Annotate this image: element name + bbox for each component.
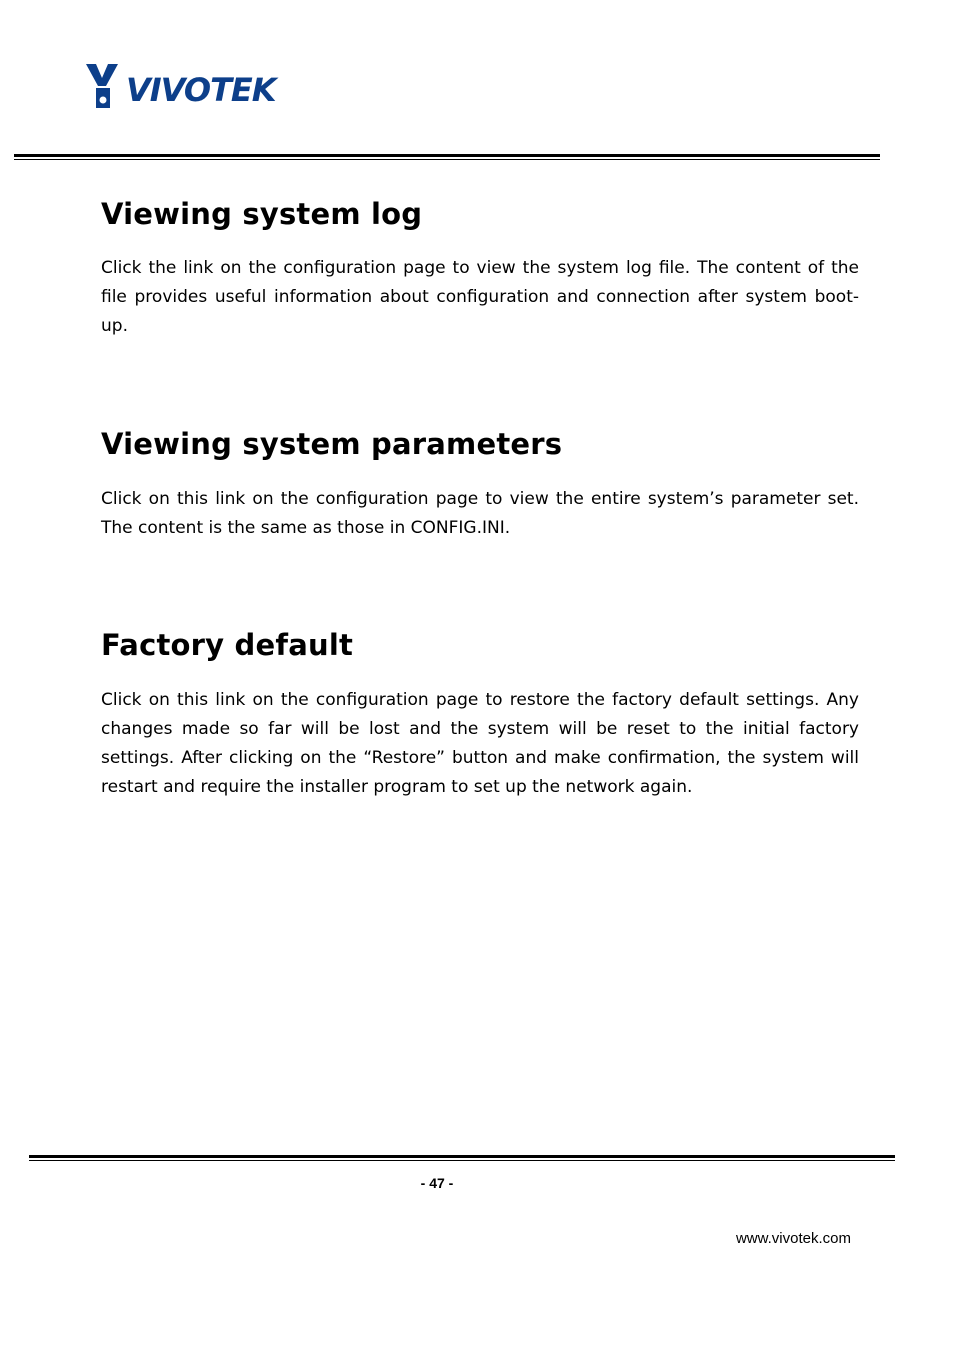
section-viewing-system-parameters <box>101 426 859 543</box>
section-body: Click on this link on the configuration page to restore the factory default settings. Any changes made so far will be lost and the system will be reset to the initial factory settings. After clicking on the “Restore” button and make confirmation, the system will restart and require the installer program to set up the network again. <box>101 690 859 797</box>
footer-divider <box>29 1155 895 1161</box>
section-heading: Viewing system log <box>101 197 423 231</box>
section-factory-default <box>101 627 859 802</box>
section-viewing-system-log <box>101 196 859 341</box>
header-divider <box>14 154 880 160</box>
section-heading: Factory default <box>101 628 354 662</box>
vivotek-logo <box>84 60 294 114</box>
section-heading: Viewing system parameters <box>101 427 563 461</box>
camera-logo-icon <box>84 60 128 114</box>
logo-wordmark: VIVOTEK <box>126 71 276 109</box>
page-number: - 47 - <box>420 1175 454 1191</box>
footer-url: www.vivotek.com <box>735 1230 851 1247</box>
section-body: Click on this link on the configuration page to view the entire system’s parameter set. The content is the same as those in CONFIG.INI. <box>101 489 859 538</box>
section-body: Click the link on the configuration page to view the system log file. The content of the file provides useful information about configuration and connection after system boot-up. <box>101 258 859 336</box>
